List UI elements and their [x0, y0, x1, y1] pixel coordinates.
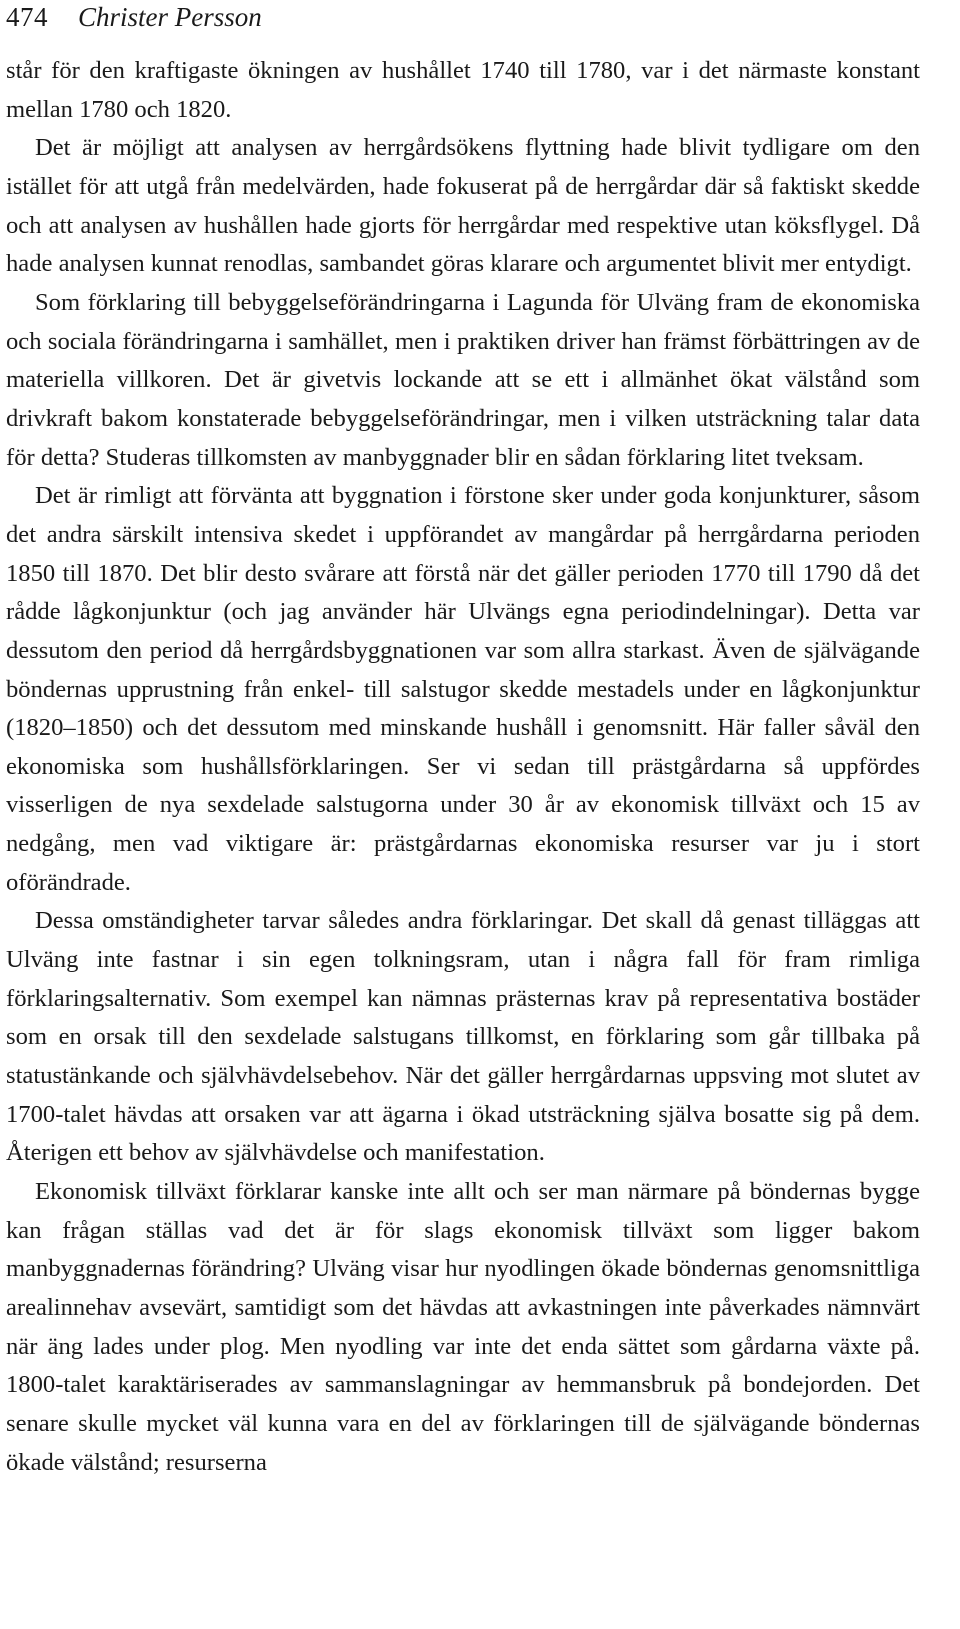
- page-number: 474: [6, 2, 48, 32]
- paragraph: Det är möjligt att analysen av herrgårdsökens flyttning hade blivit tydligare om den istället för att utgå från medelvärden, hade fokuserat på de herrgårdar där så faktiskt skedde och att analysen av hushållen hade gjorts för herrgårdar med respektive utan köksflygel. Då hade analysen kunnat renodlas, sambandet göras klarare och argumentet blivit mer entydigt.: [6, 134, 920, 278]
- running-head-author: Christer Persson: [78, 2, 262, 32]
- paragraph: Det är rimligt att förvänta att byggnation i förstone sker under goda konjunkturer, såsom det andra särskilt intensiva skedet i uppförandet av mangårdar på herrgårdarna perioden 1850 till 1870. Det blir desto svårare att förstå när det gäller perioden 1770 till 1790 då det rådde lågkonjunktur (och jag använder här Ulvängs egna periodindelningar). Detta var dessutom den period då herrgårdsbyggnationen var som allra starkast. Även de självägande böndernas upprustning från enkel- till salstugor skedde mestadels under en lågkonjunktur (1820–1850) och det dessutom med minskande hushåll i genomsnitt. Här faller såväl den ekonomiska som hushållsförklaringen. Ser vi sedan till prästgårdarna så uppfördes visserligen de nya sexdelade salstugorna under 30 år av ekonomisk tillväxt och 15 av nedgång, men vad viktigare är: prästgårdarnas ekonomiska resurser var ju i stort oförändrade.: [6, 482, 920, 896]
- paragraph-continued: står för den kraftigaste ökningen av hushållet 1740 till 1780, var i det närmaste konstant mellan 1780 och 1820.: [6, 57, 920, 123]
- paragraph: Dessa omständigheter tarvar således andra förklaringar. Det skall då genast tilläggas att Ulväng inte fastnar i sin egen tolkningsram, utan i några fall för fram rimliga förklaringsalternativ. Som exempel kan nämnas prästernas krav på representativa bostäder som en orsak till den sexdelade salstugans tillkomst, en förklaring som går tillbaka på statustänkande och självhävdelsebehov. När det gäller herrgårdarnas uppsving mot slutet av 1700-talet hävdas att orsaken var att ägarna i ökad utsträckning själva bosatte sig på dem. Återigen ett behov av självhävdelse och manifestation.: [6, 907, 920, 1167]
- body-text: [6, 52, 920, 1476]
- running-head: [6, 0, 262, 44]
- paragraph: Som förklaring till bebyggelseförändringarna i Lagunda för Ulväng fram de ekonomiska och sociala förändringarna i samhället, men i praktiken driver han främst förbättringen av de materiella villkoren. Det är givetvis lockande att se ett i allmänhet ökat välstånd som drivkraft bakom konstaterade bebyggelseförändringar, men i vilken utsträckning talar data för detta? Studeras tillkomsten av manbyggnader blir en sådan förklaring litet tveksam.: [6, 288, 920, 471]
- paragraph: Ekonomisk tillväxt förklarar kanske inte allt och ser man närmare på böndernas bygge kan frågan ställas vad det är för slags ekonomisk tillväxt som ligger bakom manbyggnadernas förändring? Ulväng visar hur nyodlingen ökade böndernas genomsnittliga arealinnehav avsevärt, samtidigt som det hävdas att avkastningen inte påverkades nämnvärt när äng lades under plog. Men nyodling var inte det enda sättet som gårdarna växte på. 1800-talet karaktäriserades av sammanslagningar av hemmansbruk på bondejorden. Det senare skulle mycket väl kunna vara en del av förklaringen till de självägande böndernas ökade välstånd; resurserna: [6, 1178, 920, 1476]
